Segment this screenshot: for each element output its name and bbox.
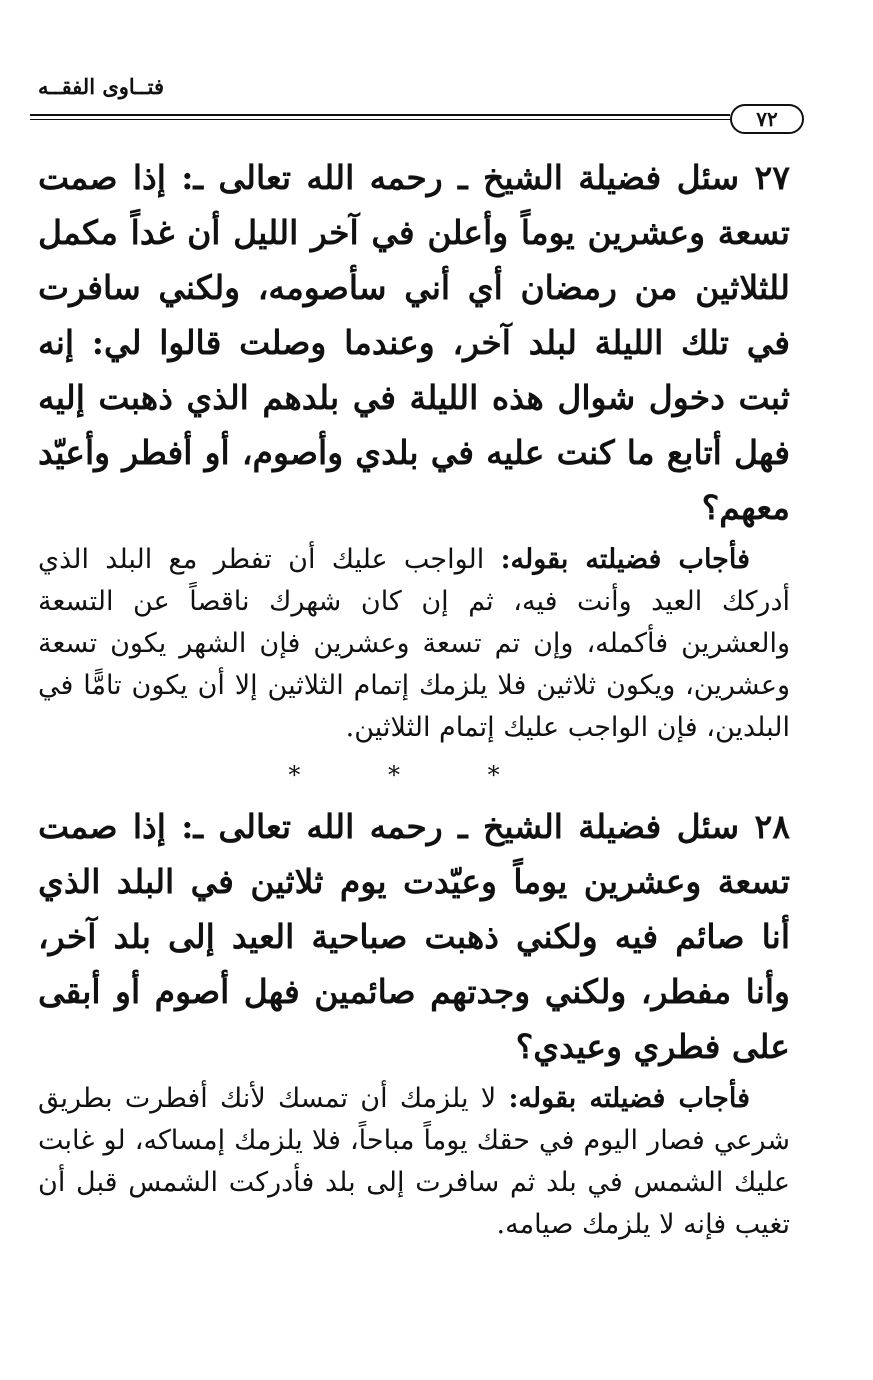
page-header xyxy=(30,74,805,134)
question-28: ٢٨ سئل فضيلة الشيخ ـ رحمه الله تعالى ـ: إذا صمت تسعة وعشرين يوماً وعيّدت يوم ثلاثين في البلد الذي أنا صائم فيه ولكني ذهبت صباحية العيد إلى بلد آخر، وأنا مفطر، ولكني وجدتهم صائمين فهل أصوم أو أبقى على فطري وعيدي؟ xyxy=(38,807,790,1066)
page-number: ٧٢ xyxy=(730,104,804,134)
answer-28-text: لا يلزمك أن تمسك لأنك أفطرت بطريق شرعي فصار اليوم في حقك يوماً مباحاً، فلا يلزمك إمساكه، لو غابت عليك الشمس في بلد ثم سافرت إلى بلد فأدركت الشمس قبل أن تغيب فإنه لا يلزمك صيامه. xyxy=(38,1083,790,1240)
answer-27-lead: فأجاب فضيلته بقوله: xyxy=(500,544,751,575)
running-title: فتــاوى الفقــه xyxy=(38,74,165,99)
answer-28-lead: فأجاب فضيلته بقوله: xyxy=(508,1083,750,1114)
question-27: ٢٧ سئل فضيلة الشيخ ـ رحمه الله تعالى ـ: إذا صمت تسعة وعشرين يوماً وأعلن في آخر الليل أن غداً مكمل للثلاثين من رمضان أي أني سأصومه، ولكني سافرت في تلك الليلة لبلد آخر، وعندما وصلت قالوا لي: إنه ثبت دخول شوال هذه الليلة في بلدهم الذي ذهبت إليه فهل أتابع ما كنت عليه في بلدي وأصوم، أو أفطر وأعيّد معهم؟ xyxy=(38,158,790,527)
page-content xyxy=(38,150,790,1246)
header-rule xyxy=(30,104,805,132)
section-separator: * * * xyxy=(288,761,540,789)
header-rule-thin xyxy=(30,119,730,120)
answer-28 xyxy=(38,1078,790,1246)
answer-27-text: الواجب عليك أن تفطر مع البلد الذي أدركك العيد وأنت فيه، ثم إن كان شهرك ناقصاً عن التسعة والعشرين فأكمله، وإن تم تسعة وعشرين فإن الشهر يكون تسعة وعشرين، ويكون ثلاثين فلا يلزمك إتمام الثلاثين إلا أن يكون تامًّا في البلدين، فإن الواجب عليك إتمام الثلاثين. xyxy=(38,544,790,743)
header-rule-thick xyxy=(30,114,730,116)
answer-27 xyxy=(38,539,790,749)
